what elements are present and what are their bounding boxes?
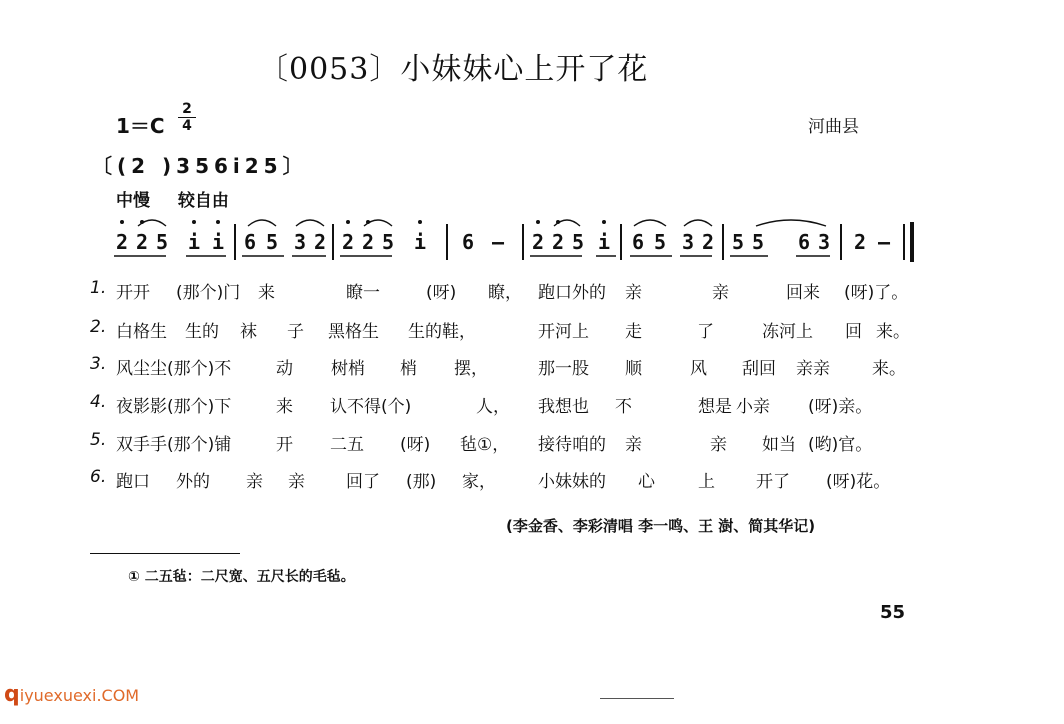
lyric-segment: 毡①，: [460, 435, 510, 455]
lyric-segment: 开河上: [538, 322, 589, 342]
site-watermark[interactable]: [4, 682, 139, 707]
lyric-segment: 心: [638, 472, 655, 492]
note: i: [414, 230, 427, 254]
slur: [756, 220, 826, 226]
lyric-segment: 认不得(个): [330, 397, 412, 417]
lyric-segment: 袜: [240, 322, 257, 342]
song-title: 〔0053〕小妹妹心上开了花: [258, 52, 649, 87]
note: 2: [702, 230, 715, 254]
meter-top: 2: [182, 101, 192, 117]
note: i: [212, 230, 225, 254]
lyric-segment: 瞭，: [488, 283, 522, 303]
time-signature: [178, 102, 196, 133]
watermark-text: iyuexuexi.COM: [19, 686, 140, 705]
page-number: 55: [880, 602, 906, 623]
note: 3: [294, 230, 307, 254]
note: 2: [854, 230, 867, 254]
lyric-segment: (呀)亲。: [808, 397, 873, 417]
verse-number: 2.: [90, 317, 107, 337]
note: 2: [136, 230, 149, 254]
slur: [684, 220, 712, 226]
footnote-rule: [90, 553, 240, 554]
lyric-segment: 走: [625, 322, 642, 342]
lyric-segment: 黑格生: [328, 322, 379, 342]
lyric-segment: 刮回: [742, 359, 776, 379]
verse-3: [90, 354, 910, 378]
lyric-segment: (呀)花。: [826, 472, 891, 492]
note: –: [492, 230, 505, 254]
note: 6: [632, 230, 645, 254]
tempo-primary: 中慢: [116, 191, 150, 211]
lyric-segment: 亲: [710, 435, 727, 455]
note: i: [598, 230, 611, 254]
meter-bottom: 4: [182, 118, 192, 134]
lyric-segment: 外的: [176, 472, 210, 492]
lyric-segment: 梢: [400, 359, 417, 379]
note: 6: [462, 230, 475, 254]
lyric-segment: 二五: [330, 435, 364, 455]
lyric-segment: 来: [258, 283, 275, 303]
footnote: ① 二五毡：二尺宽、五尺长的毛毡。: [128, 569, 355, 585]
lyric-segment: 夜影影(那个)下: [116, 397, 232, 417]
lyric-segment: 家，: [462, 472, 496, 492]
note: 5: [752, 230, 765, 254]
lyric-segment: (哟)官。: [808, 435, 873, 455]
lyric-segment: 顺: [625, 359, 642, 379]
lyric-segment: 开开: [116, 283, 150, 303]
lyric-segment: 了: [697, 322, 714, 342]
slur: [364, 220, 392, 226]
lyric-segment: 亲: [712, 283, 729, 303]
verse-4: [90, 392, 910, 416]
lyric-segment: (那): [406, 472, 437, 492]
slur: [554, 220, 580, 226]
note: 2: [314, 230, 327, 254]
note: 5: [266, 230, 279, 254]
lyric-segment: 亲亲: [796, 359, 830, 379]
slur: [296, 220, 324, 226]
lyric-segment: 动: [276, 359, 293, 379]
lyric-segment: 摆，: [454, 359, 488, 379]
lyric-segment: (呀): [426, 283, 457, 303]
lyric-segment: 亲: [246, 472, 263, 492]
note: 5: [156, 230, 169, 254]
lyric-segment: 跑口外的: [538, 283, 606, 303]
note: 2: [116, 230, 129, 254]
lyric-segment: 小亲: [736, 397, 770, 417]
note: 3: [818, 230, 831, 254]
slur: [634, 220, 666, 226]
verse-number: 5.: [90, 430, 107, 450]
verse-number: 1.: [90, 278, 107, 298]
bottom-rule: [600, 698, 674, 699]
lyric-segment: 开: [276, 435, 293, 455]
music-notation: [108, 214, 918, 264]
lyric-segment: 上: [698, 472, 715, 492]
lyric-segment: 子: [287, 322, 304, 342]
lyric-segment: 来。: [872, 359, 906, 379]
lyric-segment: 白格生: [116, 322, 167, 342]
lyric-segment: 开了: [756, 472, 790, 492]
credit-line: (李金香、李彩清唱 李一鸣、王 澍、简其华记): [506, 517, 816, 535]
lyric-segment: 风尘尘(那个)不: [116, 359, 232, 379]
lyric-segment: 来: [276, 397, 293, 417]
note: 5: [732, 230, 745, 254]
lyric-segment: (呀): [400, 435, 431, 455]
tempo-marking: [116, 186, 251, 211]
note: 2: [552, 230, 565, 254]
note: 5: [654, 230, 667, 254]
lyric-segment: 那一股: [538, 359, 589, 379]
tempo-secondary: 较自由: [177, 191, 229, 211]
lyric-segment: 生的鞋，: [408, 322, 476, 342]
note: 5: [382, 230, 395, 254]
lyric-segment: 瞭一: [346, 283, 380, 303]
verse-5: [90, 430, 910, 454]
watermark-q: q: [4, 682, 20, 707]
verse-number: 4.: [90, 392, 107, 412]
lyric-segment: 不: [615, 397, 632, 417]
lyric-segment: 回: [845, 322, 862, 342]
lyric-segment: 风: [690, 359, 707, 379]
note: 6: [244, 230, 257, 254]
note: 2: [532, 230, 545, 254]
lyric-segment: 生的: [185, 322, 219, 342]
slur: [248, 220, 276, 226]
lyric-segment: 想是: [698, 397, 732, 417]
lyric-segment: 人，: [476, 397, 510, 417]
note: 2: [342, 230, 355, 254]
lyric-segment: 双手手(那个)铺: [116, 435, 232, 455]
lyric-segment: (呀)了。: [844, 283, 909, 303]
verse-number: 6.: [90, 467, 107, 487]
verse-number: 3.: [90, 354, 107, 374]
note: i: [188, 230, 201, 254]
lyric-segment: 回了: [346, 472, 380, 492]
note: 2: [362, 230, 375, 254]
verse-1: [90, 278, 910, 302]
lyric-segment: 亲: [625, 435, 642, 455]
lyric-segment: 小妹妹的: [538, 472, 606, 492]
lyric-segment: 亲: [625, 283, 642, 303]
notation-lines: [108, 214, 918, 264]
lyric-segment: 亲: [288, 472, 305, 492]
lyric-segment: (那个)门: [176, 283, 241, 303]
lyric-segment: 来。: [876, 322, 910, 342]
lyric-segment: 树梢: [331, 359, 365, 379]
verse-2: [90, 317, 910, 341]
lyric-segment: 回来: [786, 283, 820, 303]
region-label: 河曲县: [808, 117, 859, 137]
intro-phrase: 〔(2 )356i25〕: [92, 154, 308, 178]
lyric-segment: 接待咱的: [538, 435, 606, 455]
key-signature: 1＝C: [116, 114, 165, 138]
note: 3: [682, 230, 695, 254]
verse-6: [90, 467, 910, 491]
note: 5: [572, 230, 585, 254]
note: 6: [798, 230, 811, 254]
lyric-segment: 如当: [762, 435, 796, 455]
lyric-segment: 我想也: [538, 397, 589, 417]
slur: [138, 220, 166, 226]
lyric-segment: 跑口: [116, 472, 150, 492]
note: –: [878, 230, 891, 254]
lyric-segment: 冻河上: [762, 322, 813, 342]
